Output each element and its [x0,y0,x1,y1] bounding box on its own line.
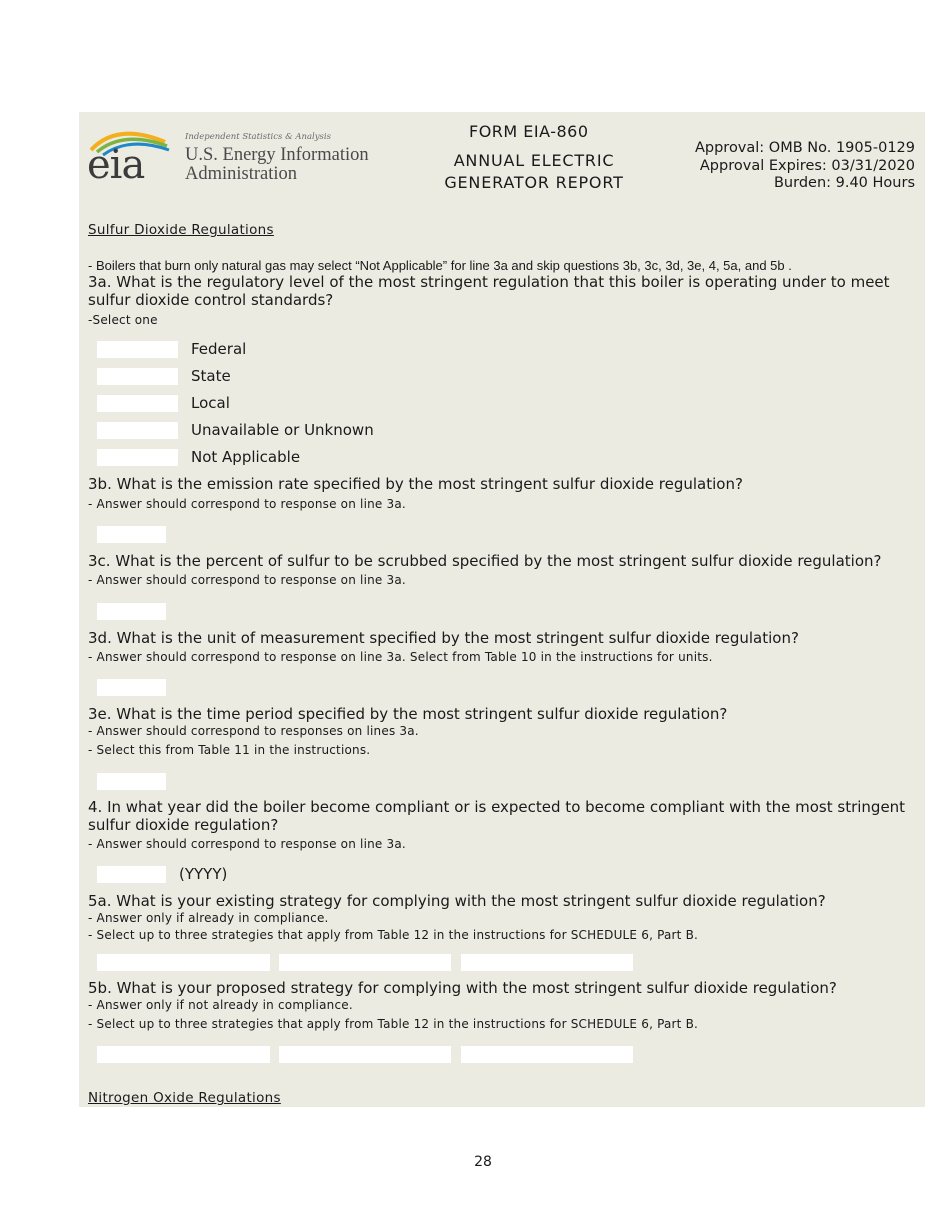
existing-strategy-input-3[interactable] [461,954,633,971]
burden-hours: Burden: 9.40 Hours [773,175,915,191]
emission-rate-input[interactable] [97,526,166,543]
proposed-strategy-input-3[interactable] [461,1046,633,1063]
percent-scrubbed-input[interactable] [97,603,166,620]
section-title-nitrogen: Nitrogen Oxide Regulations [88,1090,281,1106]
option-federal-box[interactable] [97,341,178,358]
form-subtitle: ANNUAL ELECTRIC GENERATOR REPORT [444,151,624,192]
question-5a: 5a. What is your existing strategy for complying with the most stringent sulfur dioxide regulation? [88,892,826,910]
question-4: 4. In what year did the boiler become compliant or is expected to become compliant with the most stringent sulfur dioxide regulation? [88,798,906,834]
question-3c: 3c. What is the percent of sulfur to be scrubbed specified by the most stringent sulfur dioxide regulation? [88,552,882,570]
approval-omb: Approval: OMB No. 1905-0129 [694,140,915,156]
approval-expires: Approval Expires: 03/31/2020 [699,157,915,174]
option-state-label: State [191,367,231,385]
question-5a-note1: - Answer only if already in compliance. [88,911,329,925]
option-state-box[interactable] [97,368,178,385]
question-3a-note: -Select one [88,313,158,327]
logo-name-line2: Administration [185,164,298,184]
compliance-year-input[interactable] [97,866,166,883]
question-5b-note2: - Select up to three strategies that apply from Table 12 in the instructions for SCHEDULE 6, Part B. [88,1017,699,1031]
logo-tagline: Independent Statistics & Analysis [185,132,331,142]
question-5a-note2: - Select up to three strategies that apply from Table 12 in the instructions for SCHEDULE 6, Part B. [88,928,699,942]
question-3b-note: - Answer should correspond to response on line 3a. [88,497,406,511]
question-3e-note2: - Select this from Table 11 in the instructions. [88,743,371,757]
option-not-applicable-label: Not Applicable [191,448,301,466]
option-federal-label: Federal [191,340,247,358]
time-period-input[interactable] [97,773,166,790]
form-panel [79,112,925,1107]
question-3e-note1: - Answer should correspond to responses on lines 3a. [88,724,419,738]
form-title: FORM EIA-860 [469,122,589,141]
option-unknown-box[interactable] [97,422,178,439]
option-local-box[interactable] [97,395,178,412]
question-3b: 3b. What is the emission rate specified by the most stringent sulfur dioxide regulation? [88,475,743,493]
question-3d-note: - Answer should correspond to response on line 3a. Select from Table 10 in the instructions for units. [88,650,713,664]
eia-wordmark: eia [87,142,145,188]
question-5b-note1: - Answer only if not already in compliance. [88,998,353,1012]
existing-strategy-input-1[interactable] [97,954,270,971]
boiler-note: - Boilers that burn only natural gas may select “Not Applicable” for line 3a and skip questions 3b, 3c, 3d, 3e, 4, 5a, and 5b . [88,258,792,273]
option-not-applicable-box[interactable] [97,449,178,466]
approval-block [695,140,915,193]
proposed-strategy-input-2[interactable] [279,1046,451,1063]
question-5b: 5b. What is your proposed strategy for complying with the most stringent sulfur dioxide regulation? [88,979,837,997]
option-local-label: Local [191,394,230,412]
eia-logo [87,124,387,188]
unit-of-measurement-input[interactable] [97,679,166,696]
section-title-sulfur: Sulfur Dioxide Regulations [88,222,274,238]
proposed-strategy-input-1[interactable] [97,1046,270,1063]
question-4-note: - Answer should correspond to response on line 3a. [88,837,406,851]
logo-name-line1: U.S. Energy Information [185,145,369,165]
page-number: 28 [474,1154,492,1170]
question-3e: 3e. What is the time period specified by the most stringent sulfur dioxide regulation? [88,705,728,723]
year-format-label: (YYYY) [179,865,228,883]
question-3d: 3d. What is the unit of measurement specified by the most stringent sulfur dioxide regulation? [88,629,799,647]
question-3c-note: - Answer should correspond to response on line 3a. [88,573,406,587]
existing-strategy-input-2[interactable] [279,954,451,971]
option-unknown-label: Unavailable or Unknown [191,421,374,439]
question-3a: 3a. What is the regulatory level of the most stringent regulation that this boiler is operating under to meet sulfur dioxide control standards? [88,273,890,309]
